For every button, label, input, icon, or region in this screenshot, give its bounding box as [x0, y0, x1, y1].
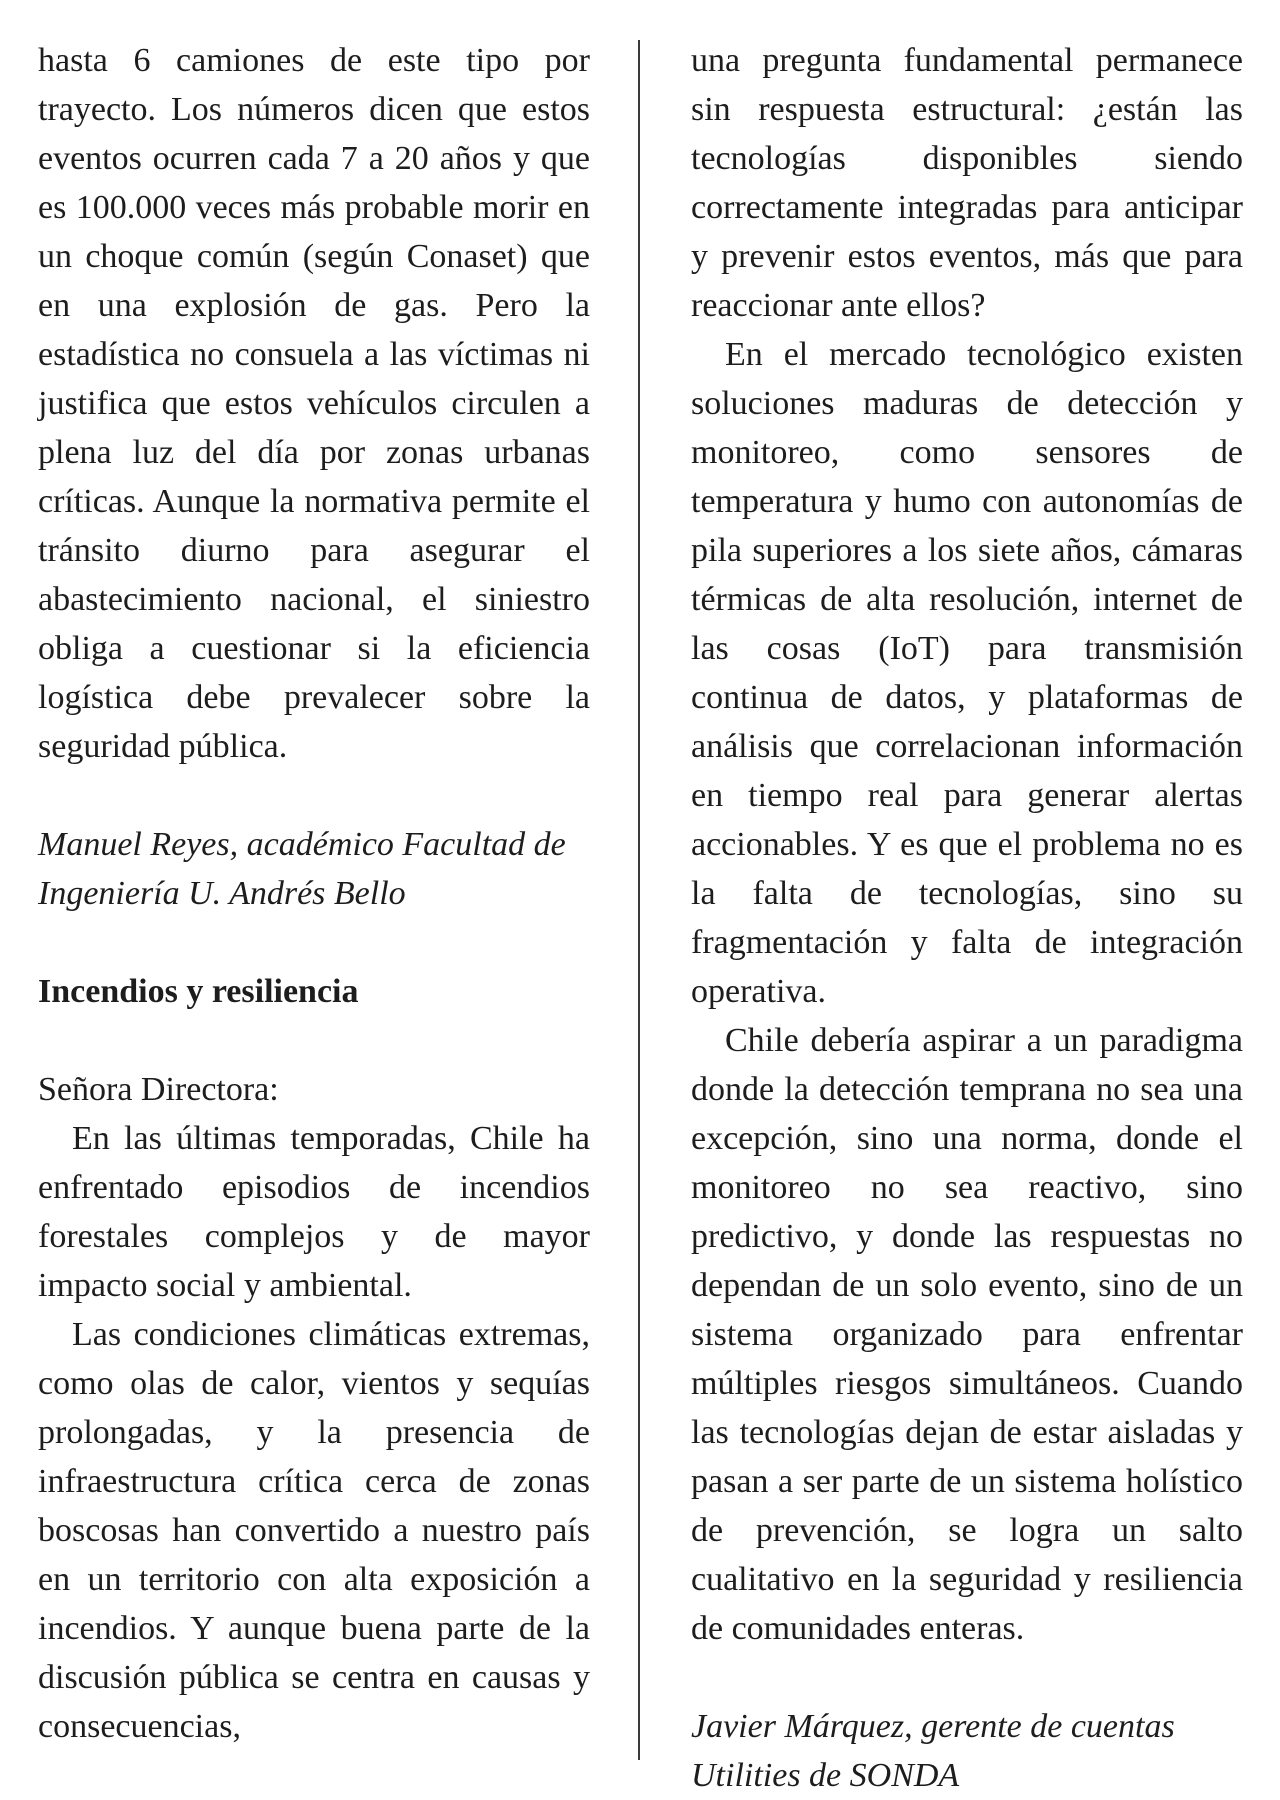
signature-manuel-reyes: Manuel Reyes, académico Facultad de Ingeniería U. Andrés Bello: [38, 826, 566, 912]
signature-javier-marquez: Javier Márquez, gerente de cuentas Utilities de SONDA: [691, 1708, 1175, 1794]
previous-letter-continuation: hasta 6 camiones de este tipo por trayecto. Los números dicen que estos eventos ocurren cada 7 a 20 años y que es 100.000 veces más probable morir en un choque común (según Conaset) que en una explosión de gas. Pero la estadística no consuela a las víctimas ni justifica que estos vehículos circulen a plena luz del día por zonas urbanas críticas. Aunque la normativa permite el tránsito diurno para asegurar el abastecimiento nacional, el siniestro obliga a cuestionar si la eficiencia logística debe prevalecer sobre la seguridad pública.: [38, 42, 590, 765]
salutation: Señora Directora:: [38, 1071, 279, 1108]
paragraph-2-end: una pregunta fundamental permanece sin respuesta estructural: ¿están las tecnologías disponibles siendo correctamente integradas para anticipar y prevenir estos eventos, más que para reaccionar ante ellos?: [691, 42, 1243, 324]
paragraph-4: Chile debería aspirar a un paradigma donde la detección temprana no sea una excepción, sino una norma, donde el monitoreo no sea reactivo, sino predictivo, y donde las respuestas no dependan de un solo evento, sino de un sistema organizado para enfrentar múltiples riesgos simultáneos. Cuando las tecnologías dejan de estar aisladas y pasan a ser parte de un sistema holístico de prevención, se logra un salto cualitativo en la seguridad y resiliencia de comunidades enteras.: [691, 1022, 1243, 1647]
paragraph-3: En el mercado tecnológico existen soluciones maduras de detección y monitoreo, como sensores de temperatura y humo con autonomías de pila superiores a los siete años, cámaras térmicas de alta resolución, internet de las cosas (IoT) para transmisión continua de datos, y plataformas de análisis que correlacionan información en tiempo real para generar alertas accionables. Y es que el problema no es la falta de tecnologías, sino su fragmentación y falta de integración operativa.: [691, 336, 1243, 1010]
column-divider: [638, 40, 640, 1760]
right-column: [691, 36, 1243, 1800]
letter-title: Incendios y resiliencia: [38, 973, 359, 1010]
left-column: [38, 36, 590, 1751]
paragraph-1: En las últimas temporadas, Chile ha enfrentado episodios de incendios forestales complejos y de mayor impacto social y ambiental.: [38, 1120, 590, 1304]
paragraph-2-start: Las condiciones climáticas extremas, como olas de calor, vientos y sequías prolongadas, y la presencia de infraestructura crítica cerca de zonas boscosas han convertido a nuestro país en un territorio con alta exposición a incendios. Y aunque buena parte de la discusión pública se centra en causas y consecuencias,: [38, 1316, 590, 1745]
